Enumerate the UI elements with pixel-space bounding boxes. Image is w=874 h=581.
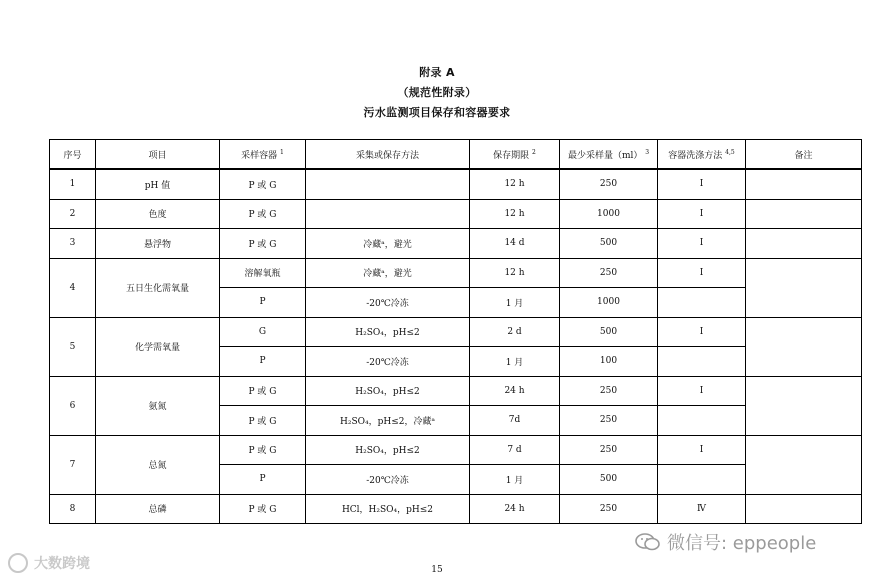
cell-volume: 500 — [560, 229, 658, 259]
cell-note — [746, 435, 862, 494]
col-header-seq: 序号 — [50, 140, 96, 170]
cell-period: 2 d — [470, 317, 560, 347]
table-row — [50, 258, 862, 288]
cell-method: -20℃冷冻 — [306, 347, 470, 377]
cell-note — [746, 199, 862, 229]
cell-period: 24 h — [470, 376, 560, 406]
cell-method: -20℃冷冻 — [306, 288, 470, 318]
cell-item: 化学需氧量 — [96, 317, 220, 376]
cell-container: P 或 G — [220, 376, 306, 406]
cell-note — [746, 258, 862, 317]
cell-container: G — [220, 317, 306, 347]
cell-period: 7 d — [470, 435, 560, 465]
cell-note — [746, 494, 862, 524]
cell-volume: 250 — [560, 258, 658, 288]
cell-wash: Ⅰ — [658, 169, 746, 199]
cell-container: P — [220, 288, 306, 318]
cell-seq: 6 — [50, 376, 96, 435]
cell-volume: 250 — [560, 435, 658, 465]
wechat-id-text: 微信号: eppeople — [667, 533, 817, 554]
cell-period: 7d — [470, 406, 560, 436]
cell-volume: 250 — [560, 494, 658, 524]
cell-method: 冷藏ᵃ，避光 — [306, 229, 470, 259]
cell-method: -20℃冷冻 — [306, 465, 470, 495]
brand-watermark-text: 大数跨境 — [34, 556, 90, 572]
cell-seq: 7 — [50, 435, 96, 494]
cell-volume: 250 — [560, 376, 658, 406]
cell-wash: Ⅰ — [658, 376, 746, 406]
cell-volume: 100 — [560, 347, 658, 377]
cell-seq: 4 — [50, 258, 96, 317]
cell-container: P 或 G — [220, 494, 306, 524]
col-header-item: 项目 — [96, 140, 220, 170]
cell-container: P 或 G — [220, 406, 306, 436]
table-row — [50, 229, 862, 259]
cell-method: H₂SO₄，pH≤2 — [306, 317, 470, 347]
page-number: 15 — [431, 565, 443, 575]
appendix-title: 附录 A — [419, 66, 455, 79]
cell-item: 总氮 — [96, 435, 220, 494]
table-row — [50, 169, 862, 199]
cell-period: 1 月 — [470, 347, 560, 377]
table-row — [50, 494, 862, 524]
cell-wash: Ⅰ — [658, 258, 746, 288]
cell-item: 色度 — [96, 199, 220, 229]
cell-volume: 250 — [560, 169, 658, 199]
cell-item: 总磷 — [96, 494, 220, 524]
cell-wash — [658, 465, 746, 495]
cell-container: P 或 G — [220, 229, 306, 259]
col-header-method: 采集或保存方法 — [306, 140, 470, 170]
table-row — [50, 376, 862, 406]
cell-period: 14 d — [470, 229, 560, 259]
cell-period: 1 月 — [470, 465, 560, 495]
col-header-volume: 最少采样量（ml） $^3$ — [560, 140, 658, 170]
wechat-icon — [635, 533, 661, 551]
cell-method: H₂SO₄，pH≤2 — [306, 376, 470, 406]
cell-container: P — [220, 347, 306, 377]
cell-period: 1 月 — [470, 288, 560, 318]
cell-seq: 8 — [50, 494, 96, 524]
col-header-period: 保存期限 $^2$ — [470, 140, 560, 170]
cell-period: 12 h — [470, 199, 560, 229]
col-header-container: 采样容器 $^1$ — [220, 140, 306, 170]
cell-wash: Ⅰ — [658, 229, 746, 259]
cell-seq: 3 — [50, 229, 96, 259]
cell-method: H₂SO₄，pH≤2，冷藏ᵃ — [306, 406, 470, 436]
cell-volume: 1000 — [560, 199, 658, 229]
cell-item: 悬浮物 — [96, 229, 220, 259]
cell-period: 12 h — [470, 169, 560, 199]
cell-period: 12 h — [470, 258, 560, 288]
cell-volume: 1000 — [560, 288, 658, 318]
requirements-table — [49, 139, 862, 524]
cell-container: P 或 G — [220, 435, 306, 465]
cell-wash — [658, 347, 746, 377]
cell-method — [306, 199, 470, 229]
cell-method: HCl，H₂SO₄，pH≤2 — [306, 494, 470, 524]
cell-volume: 500 — [560, 465, 658, 495]
cell-item: 五日生化需氧量 — [96, 258, 220, 317]
cell-note — [746, 376, 862, 435]
cell-note — [746, 229, 862, 259]
cell-container: P 或 G — [220, 169, 306, 199]
wechat-watermark — [635, 529, 816, 555]
col-header-wash: 容器洗涤方法 $^{4,5}$ — [658, 140, 746, 170]
table-header-row — [50, 140, 862, 170]
cell-period: 24 h — [470, 494, 560, 524]
cell-container: P 或 G — [220, 199, 306, 229]
cell-wash: Ⅳ — [658, 494, 746, 524]
cell-container: 溶解氧瓶 — [220, 258, 306, 288]
cell-item: pH 值 — [96, 169, 220, 199]
table-caption: 污水监测项目保存和容器要求 — [363, 106, 511, 119]
cell-container: P — [220, 465, 306, 495]
cell-method: 冷藏ᵃ，避光 — [306, 258, 470, 288]
appendix-subtitle: （规范性附录） — [397, 86, 477, 99]
cell-volume: 250 — [560, 406, 658, 436]
cell-wash: Ⅰ — [658, 435, 746, 465]
table-row — [50, 199, 862, 229]
cell-wash — [658, 288, 746, 318]
cell-method — [306, 169, 470, 199]
cell-wash — [658, 406, 746, 436]
cell-seq: 5 — [50, 317, 96, 376]
cell-item: 氨氮 — [96, 376, 220, 435]
table-row — [50, 317, 862, 347]
cell-seq: 2 — [50, 199, 96, 229]
col-header-note: 备注 — [746, 140, 862, 170]
table-row — [50, 435, 862, 465]
cell-wash: Ⅰ — [658, 199, 746, 229]
cell-note — [746, 317, 862, 376]
cell-method: H₂SO₄，pH≤2 — [306, 435, 470, 465]
cell-volume: 500 — [560, 317, 658, 347]
cell-seq: 1 — [50, 169, 96, 199]
cell-wash: Ⅰ — [658, 317, 746, 347]
cell-note — [746, 169, 862, 199]
